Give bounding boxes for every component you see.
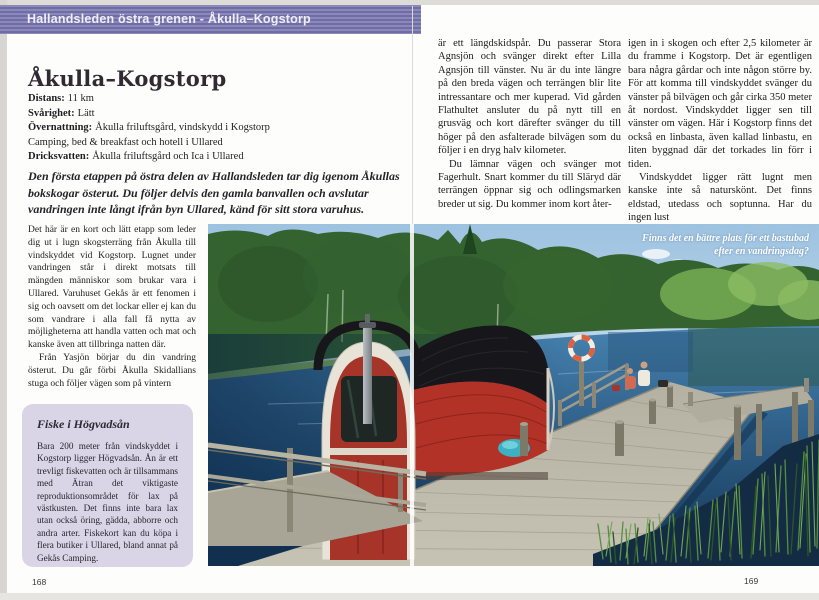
photo-scene [208, 224, 819, 566]
fact-value: Åkulla friluftsgård och Ica i Ullared [92, 151, 244, 163]
fact-label: Svårighet: [28, 107, 75, 119]
body-paragraph: är ett längdskidspår. Du passerar Stora Agnsjön och svänger direkt efter Lilla Agnsjön till vänster. Nu är du inte längre på den breda vägen och terrängen blir lite intressantare och mer kuperad. Vid gården Flathultet ansluter du på nytt till en grusväg och kort därefter svänger du till höger på den asfalterade bilvägen som du följer i en dryg halv kilometer. [438, 38, 621, 157]
page-gutter-over-photo [410, 224, 414, 566]
photo-caption: Finns det en bättre plats för ett bastubad efter en vandringsdag? [642, 233, 809, 257]
info-box-body: Bara 200 meter från vindskyddet i Kogstorp ligger Högvadsån. Ån är ett trevligt fiskevatten och är tillsammans med Ätran det viktigaste reproduktionsområdet för lax på västkusten. Det finns inte bara lax utan också öring, gädda, abborre och andra arter. Fiskekort kan du köpa i flera butiker i Ullared, bland annat på Gekås Camping. [37, 441, 178, 563]
tree-reflection [608, 332, 693, 372]
tree-reflection [688, 328, 819, 386]
body-column [28, 224, 196, 390]
page-number-right: 169 [744, 576, 759, 586]
fact-lodging [28, 121, 408, 136]
body-paragraph: Från Yasjön börjar du din vandring österut. Du går förbi Åkulla Skidallians stuga och följer vägen som på vintern [28, 352, 196, 389]
body-paragraph: igen in i skogen och efter 2,5 kilometer är du framme i Kogstorp. Det är egentligen bara några gårdar och inte någon större by. För att komma till vindskyddet svänger du vänster på bilvägen och går cirka 350 meter åt nordost. Vindskyddet ligger sen till vänster om vägen. Här i Kogstorp finns det också en linbasta, även kallad linbastu, en liten byggnad där det torkades lin förr i tiden. [628, 38, 812, 170]
fact-difficulty [28, 107, 408, 122]
right-column-1 [438, 37, 621, 211]
fact-lodging-cont [28, 136, 408, 151]
page-title: Åkulla–Kogstorp [28, 66, 227, 92]
info-box-title: Fiske i Högvadsån [37, 417, 130, 431]
red-bag [612, 385, 620, 391]
chapter-header-label: Hallandsleden östra grenen - Åkulla–Kogstorp [27, 12, 311, 26]
fact-label: Distans: [28, 93, 65, 104]
body-paragraph: Vindskyddet ligger rätt lugnt men kanske inte så naturskönt. Det finns eldstad, utedass och soptunna. Har du ingen lust [628, 172, 812, 224]
fact-value: Åkulla friluftsgård, vindskydd i Kogstorp [95, 122, 270, 134]
fact-label: Övernattning: [28, 122, 93, 134]
fact-value: Lätt [77, 107, 95, 119]
fact-distance [28, 92, 408, 107]
info-box [22, 404, 193, 567]
page-gutter-line [412, 6, 413, 224]
dark-bag [658, 380, 668, 387]
lake-sauna-photo [208, 224, 819, 566]
fact-value: Camping, bed & breakfast och hotell i Ullared [28, 136, 223, 148]
fact-water [28, 150, 408, 165]
chapter-header-bar [0, 5, 421, 34]
scan-edge-bottom [0, 593, 819, 600]
facts-list [28, 92, 408, 165]
body-paragraph: Det här är en kort och lätt etapp som leder dig ut i lugn skogsterräng från Åkulla till vindskyddet vid Kogstorp. Lugnet under vandringen står i direkt motsats till mängden människor som brukar vara i Ullared. Varuhuset Gekås är ett fenomen i sig och oavsett om det lockar eller ej kan du som vandrare i alla fall få nytta av möjligheterna att handla vatten och mat och kanske även att tillbringa natten där. [28, 225, 196, 351]
scan-edge-left [0, 0, 7, 600]
fact-value: 11 km [67, 93, 94, 104]
intro-paragraph: Den första etappen på östra delen av Hallandsleden tar dig igenom Åkullas bokskogar österut. Du följer delvis den gamla banvallen och avslutar vandringen inte långt ifrån byn Ullared, känd för sitt stora varuhus. [28, 169, 400, 217]
sauna-chimney [363, 328, 372, 424]
right-column-2 [628, 37, 812, 225]
fact-label: Dricksvatten: [28, 151, 90, 163]
page-number-left: 168 [32, 577, 47, 587]
body-paragraph: Du lämnar vägen och svänger mot Fagerhult. Snart kommer du till Släryd där terrängen öppnar sig och odlingsmarken breder ut sig. Du kommer inom kort åter- [438, 158, 621, 210]
